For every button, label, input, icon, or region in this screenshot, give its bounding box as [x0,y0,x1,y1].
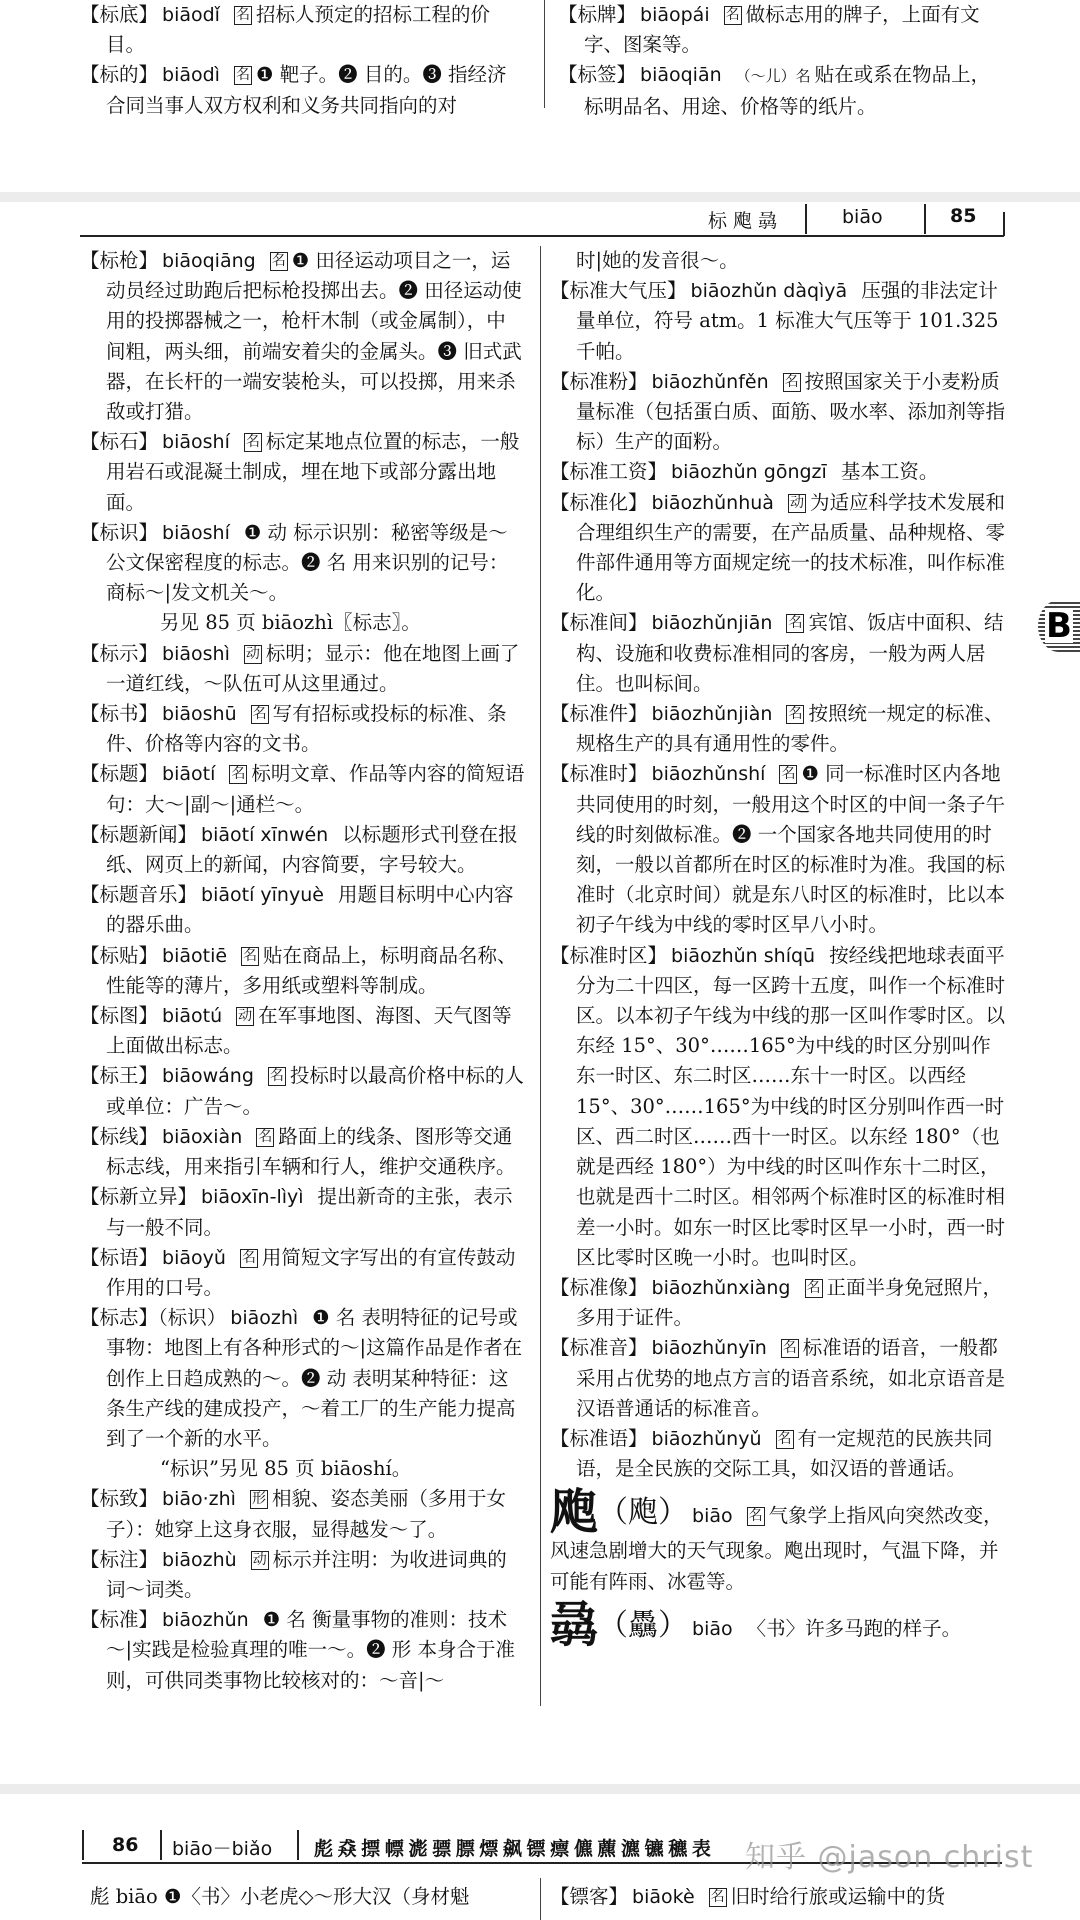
page-separator [0,1784,1080,1794]
dictionary-entry: 【标签】 biāoqiān （～儿）名 贴在或系在物品上，标明品名、用途、价格等的纸片。 [558,63,991,118]
cross-reference-note: 另见 85 页 biāozhì〖标志〗。 [160,611,421,635]
part-of-speech-badge: 名 [781,766,796,783]
dictionary-entry: 【标准语】 biāozhǔnyǔ 名 有一定规范的民族共同语，是全民族的交际工具，如汉语的普通话。 [550,1426,993,1481]
column-divider [544,0,545,108]
page-86-right-preview: 【镖客】 biāokè 名 旧时给行旅或运输中的货 [550,1885,946,1908]
dictionary-entry: 【标识】 biāoshí ❶ 动 标示识别：秘密等级是～公文保密程度的标志。❷ 名 用来识别的记号：商标～|发文机关～。 [80,520,509,605]
part-of-speech-badge: 名 [777,1430,792,1447]
dictionary-entry: 【标准大气压】 biāozhǔn dàqìyā 压强的非法定计量单位，符号 atm。1 标准大气压等于 101.325 千帕。 [550,279,999,363]
dictionary-entry: 【标题】 biāotí 名 标明文章、作品等内容的简短语句：大～|副～|通栏～。 [80,762,525,816]
part-of-speech-badge: 名 [782,1340,797,1357]
column-divider [540,1878,541,1920]
part-of-speech-badge: 动 [252,1551,267,1568]
part-of-speech-badge: 名 [748,1508,763,1525]
running-head-chars: 彪 猋 摽 幖 滮 骠 膘 熛 飙 镖 瘭 儦 藨 瀌 镳 穮 表 [314,1838,710,1860]
dictionary-entry: 【标新立异】 biāoxīn-lìyì 提出新奇的主张，表示与一般不同。 [80,1185,513,1239]
part-of-speech-badge: 名 [725,7,740,23]
part-of-speech-badge: 名 [710,1889,725,1905]
part-of-speech-badge: 动 [238,1008,253,1025]
dictionary-entry: 【标枪】 biāoqiāng 名 ❶ 田径运动项目之一，运动员经过助跑后把标枪投掷出去。❷ 田径运动使用的投掷器械之一，枪杆木制（或金属制），中间粗，两头细，前端安着尖的金属头。❸ 旧式武器，在长杆的一端安装枪头，可以投掷，用来杀敌或打猎。 [80,249,522,424]
dictionary-entry: 【标准化】 biāozhǔnhuà 动 为适应科学技术发展和合理组织生产的需要，在产品质量、品种规格、零件部件通用等方面规定统一的技术标准，叫作标准化。 [550,490,1006,605]
part-of-speech-badge: 名 [788,706,803,723]
section-tab-B: B [1038,600,1080,652]
part-of-speech-badge: 名 [806,1279,821,1296]
part-of-speech-badge: 名 [784,373,799,390]
page-86-head [0,1794,1080,1920]
dictionary-entry: 【标准音】 biāozhǔnyīn 名 标准语的语音，一般都采用占优势的地点方言的语音系统，如北京语音是汉语普通话的标准音。 [550,1336,1006,1420]
dictionary-entry: 【标准粉】 biāozhǔnfěn 名 按照国家关于小麦粉质量标准（包括蛋白质、面筋、吸水率、添加剂等指标）生产的面粉。 [550,369,1006,454]
column-divider [540,246,541,1706]
dictionary-entry: 【标注】 biāozhù 动 标示并注明：为收进词典的词～词类。 [80,1547,507,1601]
part-of-speech-badge: 名 [271,253,286,269]
dictionary-entry: 【标致】 biāo·zhì 形 相貌、姿态美丽（多用于女子）：她穿上这身衣服，显得越发～了。 [80,1487,506,1541]
dictionary-entry: 【标示】 biāoshì 动 标明；显示：他在地图上画了一道红线，～队伍可从这里通过。 [80,641,520,695]
character-entry: 飑（飑） biāo 名 气象学上指风向突然改变，风速急剧增大的天气现象。飑出现时，气温下降，并可能有阵雨、冰雹等。 [550,1484,1003,1593]
running-head-chars: 标 飑 骉 [708,210,778,232]
dictionary-entry: 【标书】 biāoshū 名 写有招标或投标的标准、条件、价格等内容的文书。 [80,702,507,756]
page-84-left-column [80,0,520,121]
part-of-speech-badge: 名 [231,766,246,783]
running-head-pinyin: biāo [842,206,883,228]
dictionary-entry: 【标王】 biāowáng 名 投标时以最高价格中标的人或单位：广告～。 [80,1064,524,1118]
part-of-speech-badge: 动 [789,494,804,511]
dictionary-entry: 【标准工资】 biāozhǔn gōngzī 基本工资。 [550,460,939,484]
part-of-speech-badge: 名 [252,706,267,723]
dictionary-entry: 【标石】 biāoshí 名 标定某地点位置的标志，一般用岩石或混凝土制成，埋在地下或部分露出地面。 [80,430,520,514]
page-separator [0,192,1080,202]
part-of-speech-badge: 名 [245,434,260,451]
page-85-left-column [80,246,525,1696]
dictionary-entry: 【标准时】 biāozhǔnshí 名 ❶ 同一标准时区内各地共同使用的时刻，一般用这个时区的中间一条子午线的时刻做标准。❷ 一个国家各地共同使用的时刻，一般以首都所在时区的标准时为准。我国的标准时（北京时间）就是东八时区的标准时，比以本初子午线为中线的零时区早八小时。 [550,762,1006,937]
page-number: 86 [112,1834,139,1856]
page-84-tail [0,0,1080,190]
part-of-speech-badge: 动 [245,645,260,662]
page-86-left-preview: 彪 biāo ❶〈书〉小老虎◇～形大汉（身材魁 [90,1885,470,1908]
dictionary-entry: 【标贴】 biāotiē 名 贴在商品上，标明商品名称、性能等的薄片，多用纸或塑料等制成。 [80,943,517,997]
running-head-rule [80,235,1004,237]
dictionary-entry: 【标准时区】 biāozhǔn shíqū 按经线把地球表面平分为二十四区，每一区跨十五度，叫作一个标准时区。以本初子午线为中线的那一区叫作零时区。以东经 15°、30°……165°为中线的时区分别叫作东一时区、东二时区……东十一时区。以西经 15°、30°……165°为中线的时区分别叫作西一时区、西二时区……西十一时区。以东经 180°（也就是西经 180°）为中线的时区叫作东十二时区，也就是西十二时区。相邻两个标准时区的标准时相差一小时。如东一时区比零时区早一小时，西一时区比零时区晚一小时。也叫时区。 [550,943,1006,1269]
part-of-speech-badge: 名 [243,947,258,964]
dictionary-entry: 【标准件】 biāozhǔnjiàn 名 按照统一规定的标准、规格生产的具有通用性的零件。 [550,702,1004,756]
dictionary-entry: 【标图】 biāotú 动 在军事地图、海图、天气图等上面做出标志。 [80,1004,512,1058]
dictionary-entry: 【标志】（标识） biāozhì ❶ 名 表明特征的记号或事物：地图上有各种形式的～|这篇作品是作者在创作上日趋成熟的～。❷ 动 表明某种特征：这条生产线的建成投产，～着工厂的生产能力提高到了一个新的水平。 [80,1306,523,1450]
dictionary-entry: 【标语】 biāoyǔ 名 用简短文字写出的有宣传鼓动作用的口号。 [80,1245,516,1299]
dictionary-entry: 【标准间】 biāozhǔnjiān 名 宾馆、饭店中面积、结构、设施和收费标准相同的客房，一般为两人居住。也叫标间。 [550,611,1004,695]
dictionary-entry: 【标准像】 biāozhǔnxiàng 名 正面半身免冠照片，多用于证件。 [550,1275,1003,1330]
page-85 [0,202,1080,1784]
dictionary-entry: 【标的】 biāodì 名 ❶ 靶子。❷ 目的。❸ 指经济合同当事人双方权利和义务共同指向的对 [80,63,507,117]
dictionary-entry-continuation: 时|她的发音很～。 [576,249,739,272]
part-of-speech-badge: 名 [235,67,250,84]
page-84-right-column [558,0,1008,122]
part-of-speech-badge: 形 [251,1491,266,1508]
page-85-right-column [550,246,1006,1653]
dictionary-entry: 【标牌】 biāopái 名 做标志用的牌子，上面有文字、图案等。 [558,3,980,57]
watermark: 知乎 @jason christ [745,1840,1034,1875]
dictionary-entry: 【标题音乐】 biāotí yīnyuè 用题目标明中心内容的器乐曲。 [80,883,514,937]
part-of-speech-badge: 名 [235,7,250,23]
dictionary-entry: 【标题新闻】 biāotí xīnwén 以标题形式刊登在报纸、网页上的新闻，内容简要，字号较大。 [80,822,518,877]
character-entry: 骉（驫） biāo 〈书〉许多马跑的样子。 [550,1596,962,1653]
part-of-speech-badge: 名 [258,1128,273,1145]
part-of-speech-badge: 名 [241,1249,256,1266]
dictionary-entry: 【标底】 biāodǐ 名 招标人预定的招标工程的价目。 [80,3,490,57]
page-number: 85 [950,205,977,227]
part-of-speech-badge: 名 [788,615,803,632]
dictionary-entry: 【标准】 biāozhǔn ❶ 名 衡量事物的准则：技术～|实践是检验真理的唯一～。❷ 形 本身合于准则，可供同类事物比较核对的：～音|～ [80,1608,515,1692]
dictionary-entry: 【标线】 biāoxiàn 名 路面上的线条、图形等交通标志线，用来指引车辆和行人，维护交通秩序。 [80,1124,516,1179]
running-head-pinyin-range: biāo－biǎo [172,1838,273,1860]
cross-reference-note: “标识”另见 85 页 biāoshí。 [160,1457,412,1481]
part-of-speech-badge: 名 [269,1068,284,1085]
